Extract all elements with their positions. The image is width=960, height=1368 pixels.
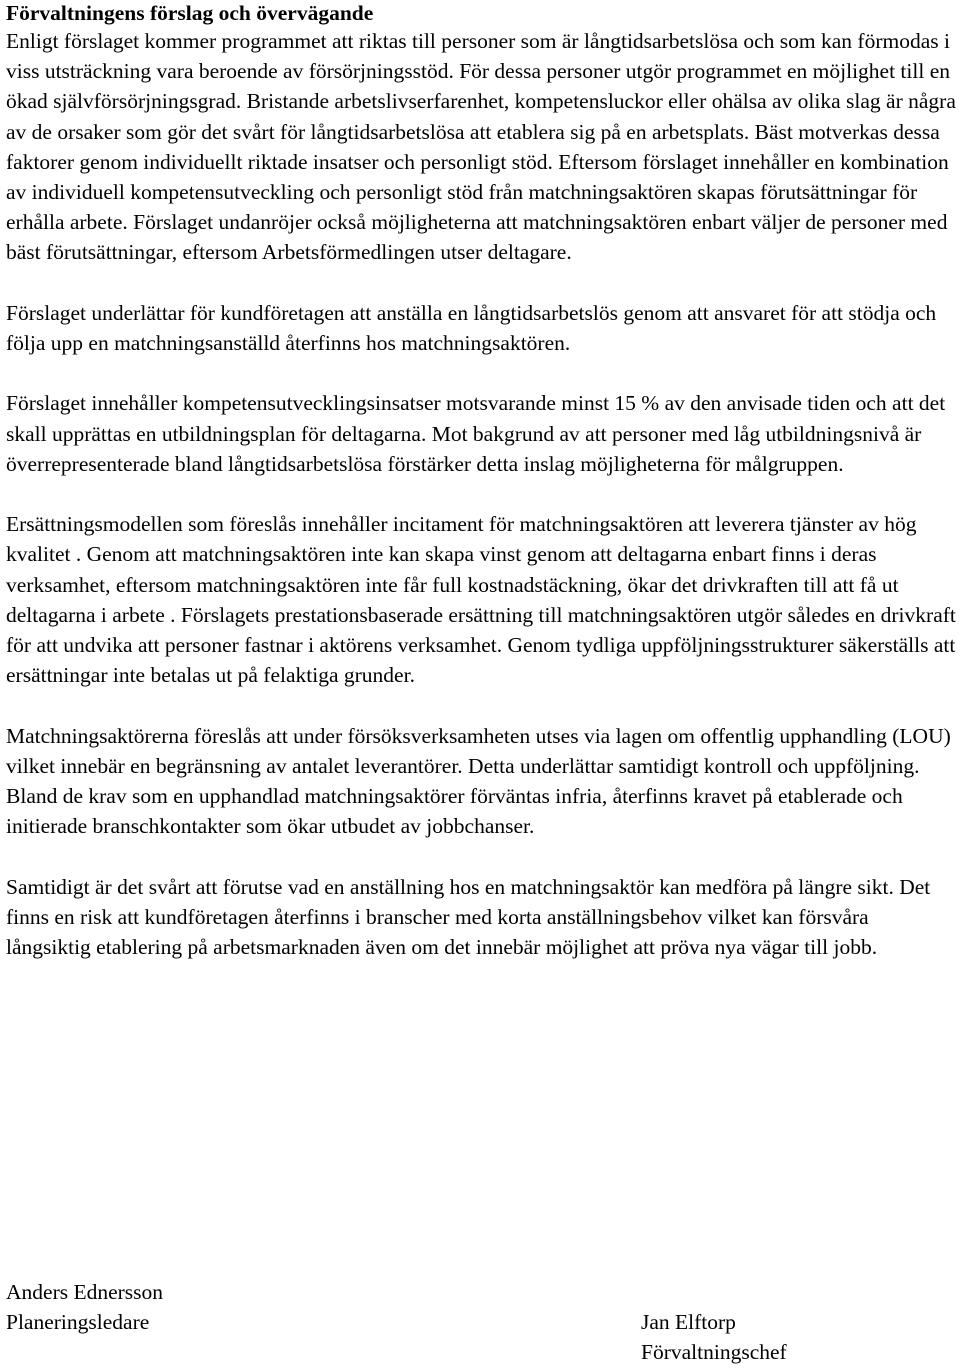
- signature-right-name: Jan Elftorp: [641, 1310, 736, 1334]
- document-body: [6, 0, 956, 992]
- paragraph-risks: Samtidigt är det svårt att förutse vad en anställning hos en matchningsaktör kan medföra på längre sikt. Det finns en risk att kundföretagen återfinns i branscher med korta anställningsbehov vilket kan försvåra långsiktig etablering på arbetsmarknaden även om det innebär möjlighet att pröva nya vägar till jobb.: [6, 874, 931, 960]
- signature-block: [6, 1277, 956, 1367]
- signature-right: [641, 1307, 787, 1367]
- paragraph-employer-support: Förslaget underlättar för kundföretagen att anställa en långtidsarbetslös genom att ansvaret för att stödja och följa upp en matchningsanställd återfinns hos matchningsaktören.: [6, 300, 937, 356]
- paragraph-target-group: Enligt förslaget kommer programmet att riktas till personer som är långtidsarbetslösa och som kan förmodas i viss utsträckning vara beroende av försörjningsstöd. För dessa personer utgör programmet en möjlighet till en ökad självförsörjningsgrad. Bristande arbetslivserfarenhet, kompetensluckor eller ohälsa av olika slag är några av de orsaker som gör det svårt för långtidsarbetslösa att etablera sig på en arbetsplats. Bäst motverkas dessa faktorer genom individuellt riktade insatser och personligt stöd. Eftersom förslaget innehåller en kombination av individuell kompetensutveckling och personligt stöd från matchningsaktören skapas förutsättningar för erhålla arbete. Förslaget undanröjer också möjligheterna att matchningsaktören enbart väljer de personer med bäst förutsättningar, eftersom Arbetsförmedlingen utser deltagare.: [6, 29, 956, 265]
- section-heading: Förvaltningens förslag och övervägande: [6, 1, 374, 25]
- signature-left: [6, 1277, 163, 1337]
- signature-right-title: Förvaltningschef: [641, 1340, 787, 1365]
- paragraph-compensation-model: Ersättningsmodellen som föreslås innehåller incitament för matchningsaktören att leverera tjänster av hög kvalitet . Genom att matchningsaktören inte kan skapa vinst genom att deltagarna enbart finns i deras verksamhet, eftersom matchningsaktören inte får full kostnadstäckning, ökar det drivkraften till att få ut deltagarna i arbete . Förslagets prestationsbaserade ersättning till matchningsaktören utgör således en drivkraft för att undvika att personer fastnar i aktörens verksamhet. Genom tydliga uppföljningsstrukturer säkerställs att ersättningar inte betalas ut på felaktiga grunder.: [6, 512, 956, 688]
- paragraph-competence-development: Förslaget innehåller kompetensutvecklingsinsatser motsvarande minst 15 % av den anvisade tiden och att det skall upprättas en utbildningsplan för deltagarna. Mot bakgrund av att personer med låg utbildningsnivå är överrepresenterade bland långtidsarbetslösa förstärker detta inslag möjligheterna för målgruppen.: [6, 391, 946, 476]
- signature-left-title: Planeringsledare: [6, 1310, 150, 1335]
- signature-left-name: Anders Ednersson: [6, 1280, 164, 1304]
- paragraph-procurement: Matchningsaktörerna föreslås att under försöksverksamheten utses via lagen om offentlig upphandling (LOU) vilket innebär en begränsning av antalet leverantörer. Detta underlättar samtidigt kontroll och uppföljning. Bland de krav som en upphandlad matchningsaktörer förväntas infria, återfinns kravet på etablerade och initierade branschkontakter som ökar utbudet av jobbchanser.: [6, 723, 951, 839]
